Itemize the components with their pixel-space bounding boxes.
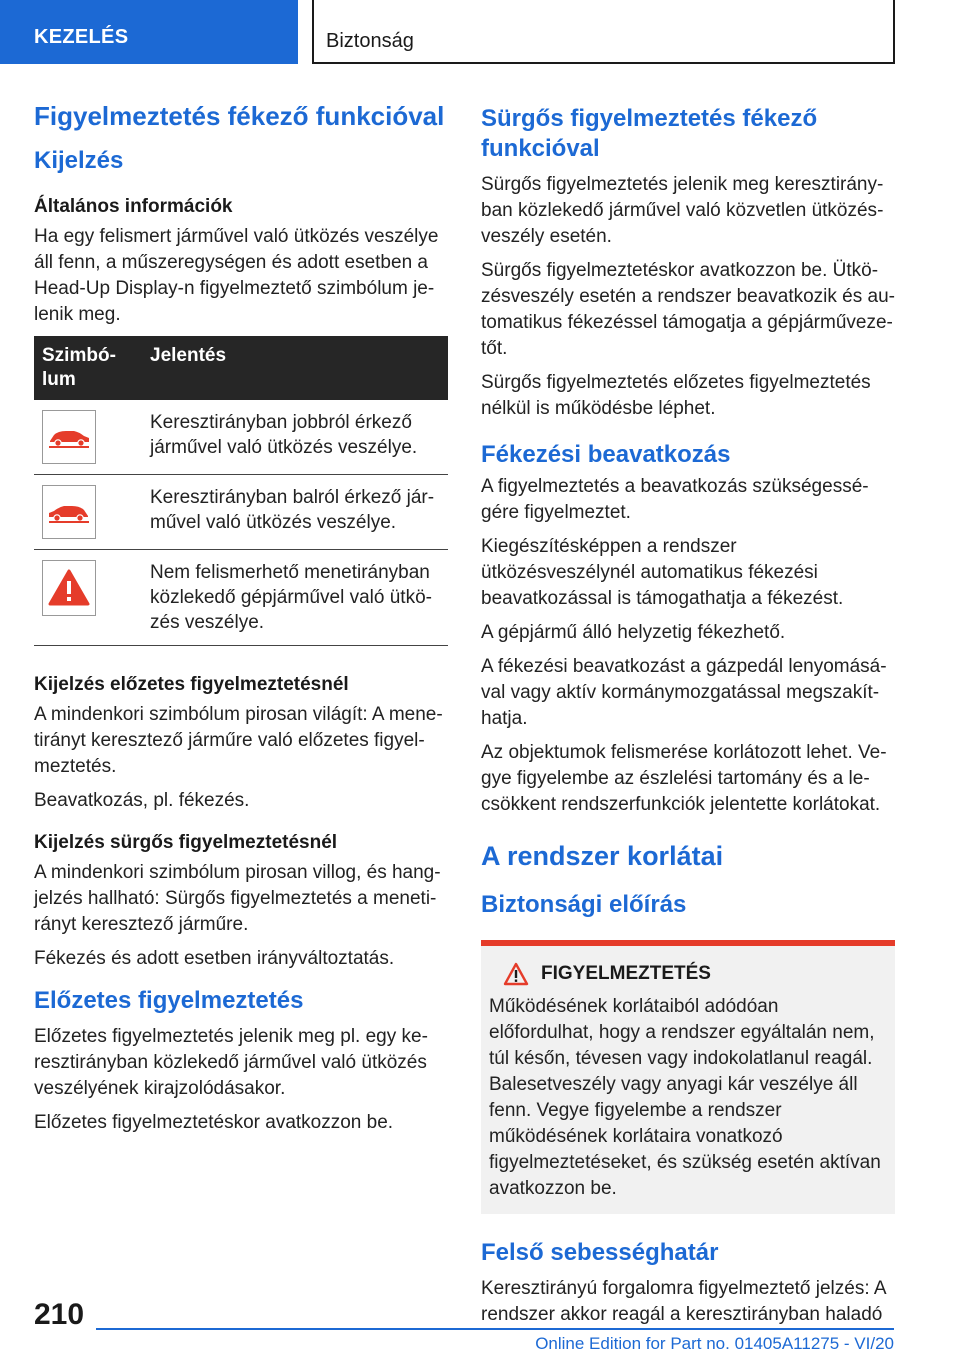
- header-divider-right: [893, 0, 895, 64]
- car-left-icon: [42, 485, 96, 539]
- prewarn-display-heading: Kijelzés előzetes figyelmeztetésnél: [34, 674, 349, 695]
- prewarn-text2: Előzetes figyelmeztetéskor avatkozzon be.: [34, 1112, 394, 1133]
- right-column: [481, 100, 895, 1336]
- header-divider: [312, 0, 314, 64]
- col-header-meaning: Jelentés: [142, 336, 448, 400]
- urgent-text-1: Sürgős figyelmeztetés jelenik meg keresztirányban közlekedő járművel való közvetlen ütközésveszély esetén.: [481, 174, 884, 247]
- warning-text: Működésének korlátaiból adódóan előfordulhat, hogy a rendszer egyáltalán nem, túl későn, tévesen vagy indokolatlanul reagál. Balesetveszély vagy anyagi kár veszélye áll fenn. Vegye figyelembe a rendszer működésének korlátaira vonatkozó figyelmeztetéseket, és szükség esetén aktívan avatkozzon be.: [489, 996, 881, 1199]
- speed-text: Keresztirányú forgalomra figyelmeztető jelzés: A rendszer akkor reagál a keresztirányban haladó: [481, 1278, 886, 1325]
- warning-triangle-icon: [42, 560, 96, 616]
- header-rule: [312, 62, 895, 64]
- footer-rule: [96, 1328, 894, 1330]
- col-header-symbol: Szimbólum: [34, 336, 142, 400]
- meaning-cell: Keresztirányban balról érkező járművel való ütközés veszélye.: [142, 475, 448, 550]
- brake-text-4: A fékezési beavatkozást a gázpedál lenyomásával vagy aktív kormánymozgatással megszakíthatja.: [481, 656, 887, 729]
- page-header: [0, 0, 960, 66]
- brake-text-5: Az objektumok felismerése korlátozott lehet. Vegye figyelembe az észlelési tartomány és a lecsökkent rendszerfunkciók jelentette korlátokat.: [481, 742, 887, 815]
- symbol-cell: [34, 550, 142, 646]
- page-number: 210: [34, 1298, 85, 1331]
- brake-text-3: A gépjármű álló helyzetig fékezhető.: [481, 622, 786, 643]
- general-info-text: Ha egy felismert járművel való ütközés veszélye áll fenn, a műszeregységen és adott esetben a Head-Up Display-n figyelmeztető szimbólum jelenik meg.: [34, 226, 439, 325]
- warning-title: FIGYELMEZTETÉS: [541, 963, 711, 984]
- limits-title: A rendszer korlátai: [481, 841, 724, 871]
- car-right-icon: [42, 410, 96, 464]
- section-tab[interactable]: [0, 0, 298, 64]
- warning-title-row: [489, 962, 887, 986]
- prewarn-text: Előzetes figyelmeztetés jelenik meg pl. egy keresztirányban közlekedő járművel való ütközés veszélyének kirajzolódásakor.: [34, 1026, 428, 1099]
- prewarn-display-text2: Beavatkozás, pl. fékezés.: [34, 790, 250, 811]
- warning-icon: [503, 962, 529, 986]
- warning-box: [481, 940, 895, 1214]
- table-row: [34, 550, 448, 646]
- urgent-text-2: Sürgős figyelmeztetéskor avatkozzon be. Ütközésveszély esetén a rendszer beavatkozik és automatikus fékezéssel támogatja a gépjárművezetőt.: [481, 260, 895, 359]
- edition-note: Online Edition for Part no. 01405A11275 - VI/20: [535, 1334, 894, 1353]
- section-title: Figyelmeztetés fékező funkcióval: [34, 101, 445, 131]
- brake-text-2: Kiegészítésképpen a rendszer ütközésveszélynél automatikus fékezési beavatkozással is támogathatja a fékezést.: [481, 536, 844, 609]
- brake-heading: Fékezési beavatkozás: [481, 441, 731, 468]
- urgent-display-text: A mindenkori szimbólum pirosan villog, és hangjelzés hallható: Sürgős figyelmeztetés a menetirányt keresztező járműre.: [34, 862, 441, 935]
- symbol-cell: [34, 475, 142, 550]
- subsection-display: Kijelzés: [34, 147, 124, 174]
- meaning-cell: Keresztirányban jobbról érkező járművel való ütközés veszélye.: [142, 400, 448, 475]
- urgent-display-heading: Kijelzés sürgős figyelmeztetésnél: [34, 832, 338, 853]
- symbol-table: [34, 336, 448, 646]
- urgent-display-text2: Fékezés és adott esetben irányváltoztatás.: [34, 948, 395, 969]
- prewarn-display-text: A mindenkori szimbólum pirosan világít: A menetirányt keresztező járműre való előzetes figyelmeztetés.: [34, 704, 443, 777]
- general-info-heading: Általános információk: [34, 196, 233, 217]
- speed-heading: Felső sebességhatár: [481, 1239, 719, 1266]
- table-row: [34, 475, 448, 550]
- chapter-title: Biztonság: [326, 30, 414, 52]
- meaning-cell: Nem felismerhető menetirányban közlekedő gépjárművel való ütközés veszélye.: [142, 550, 448, 646]
- table-row: [34, 400, 448, 475]
- prewarn-heading: Előzetes figyelmeztetés: [34, 987, 304, 1014]
- brake-text-1: A figyelmeztetés a beavatkozás szükségességére figyelmeztet.: [481, 476, 869, 523]
- section-tab-label: KEZELÉS: [34, 26, 129, 48]
- urgent-text-3: Sürgős figyelmeztetés előzetes figyelmeztetés nélkül is működésbe léphet.: [481, 372, 871, 419]
- symbol-cell: [34, 400, 142, 475]
- left-column: [34, 100, 448, 1144]
- urgent-heading: Sürgős figyelmeztetés fékező funkcióval: [481, 105, 818, 162]
- safety-subtitle: Biztonsági előírás: [481, 891, 687, 918]
